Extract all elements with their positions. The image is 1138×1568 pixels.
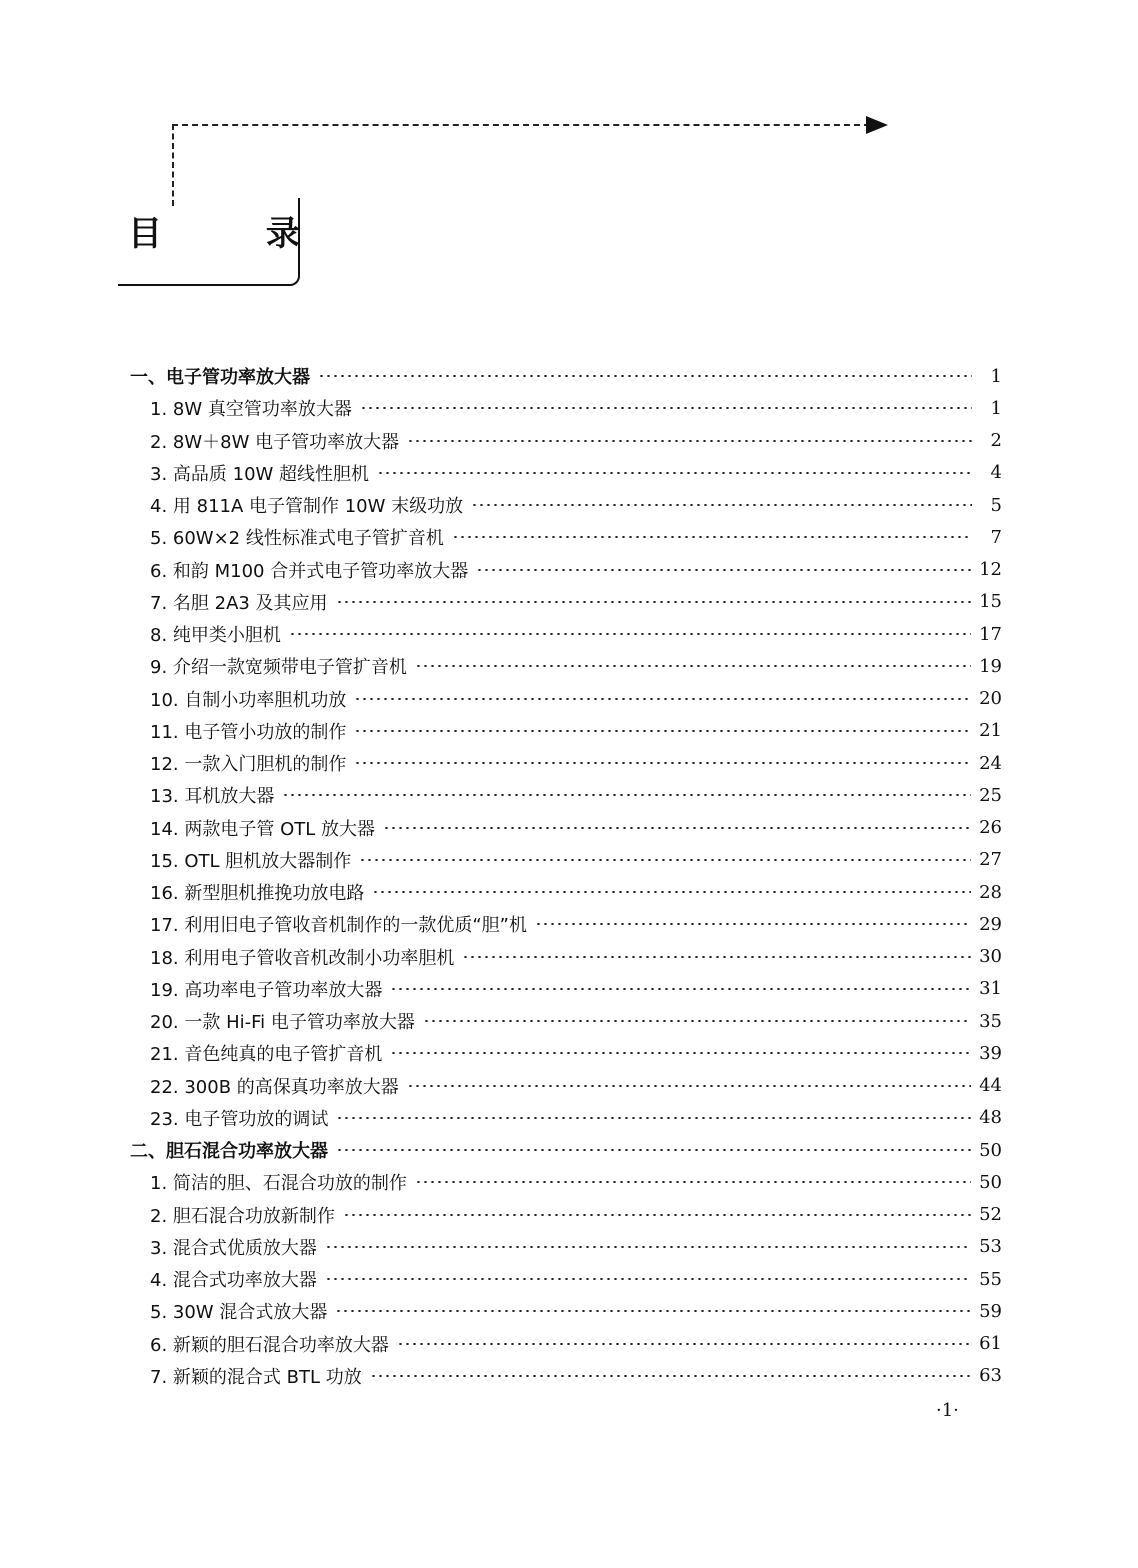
toc-entry-page: 28 [979, 881, 1002, 903]
toc-dot-leader [335, 1310, 971, 1312]
toc-entry-row[interactable] [150, 1201, 1002, 1229]
toc-entry-title: 21. 音色纯真的电子管扩音机 [150, 1044, 383, 1066]
toc-entry-row[interactable] [150, 1072, 1002, 1100]
toc-entry-row[interactable] [150, 1039, 1002, 1067]
toc-entry-row[interactable] [150, 717, 1002, 745]
page-title: 目 录 [128, 214, 346, 254]
page-number: ·1· [936, 1400, 959, 1421]
toc-dot-leader [423, 1020, 971, 1022]
toc-entry-title: 18. 利用电子管收音机改制小功率胆机 [150, 947, 455, 969]
toc-dot-leader [359, 859, 971, 861]
toc-entry-page: 52 [979, 1204, 1002, 1225]
toc-entry-page: 7 [990, 526, 1002, 548]
toc-dot-leader [415, 1181, 971, 1183]
toc-entry-page: 5 [990, 494, 1002, 516]
toc-entry-row[interactable] [150, 878, 1002, 906]
toc-entry-title: 20. 一款 Hi-Fi 电子管功率放大器 [150, 1012, 415, 1033]
toc-entry-row[interactable] [150, 1362, 1002, 1390]
toc-entry-title: 3. 高品质 10W 超线性胆机 [150, 463, 370, 485]
toc-entry-page: 31 [979, 978, 1002, 1000]
toc-entry-page: 4 [990, 462, 1002, 484]
toc-entry-row[interactable] [150, 491, 1002, 519]
toc-dot-leader [354, 730, 971, 732]
toc-entry-title: 11. 电子管小功放的制作 [150, 721, 347, 743]
toc-entry-title: 23. 电子管功放的调试 [150, 1108, 329, 1130]
toc-entry-page: 25 [979, 784, 1002, 806]
toc-dot-leader [471, 504, 972, 506]
toc-entry-row[interactable] [150, 523, 1002, 551]
toc-entry-row[interactable] [150, 1168, 1002, 1196]
toc-entry-page: 30 [979, 946, 1002, 967]
toc-entry-page: 15 [979, 591, 1002, 613]
toc-entry-page: 1 [990, 365, 1002, 387]
toc-entry-title: 7. 名胆 2A3 及其应用 [150, 592, 328, 614]
decorative-dashed-arrow-line [172, 124, 870, 126]
toc-entry-title: 5. 30W 混合式放大器 [150, 1302, 328, 1324]
toc-dot-leader [343, 1214, 971, 1216]
toc-dot-leader [377, 472, 972, 474]
toc-entry-row[interactable] [150, 910, 1002, 938]
toc-entry-page: 61 [979, 1333, 1002, 1354]
toc-entry-row[interactable] [150, 427, 1002, 455]
toc-entry-page: 50 [979, 1171, 1002, 1193]
toc-entry-row[interactable] [150, 652, 1002, 680]
toc-entry-title: 6. 新颖的胆石混合功率放大器 [150, 1334, 389, 1356]
toc-entry-title: 13. 耳机放大器 [150, 786, 275, 808]
toc-entry-title: 19. 高功率电子管功率放大器 [150, 979, 383, 1001]
toc-entry-page: 17 [979, 623, 1002, 645]
toc-entry-page: 48 [979, 1107, 1002, 1129]
toc-entry-title: 3. 混合式优质放大器 [150, 1237, 317, 1259]
toc-entry-title: 14. 两款电子管 OTL 放大器 [150, 818, 375, 840]
toc-entry-row[interactable] [150, 394, 1002, 422]
toc-entry-row[interactable] [150, 1297, 1002, 1325]
toc-dot-leader [325, 1278, 971, 1280]
toc-dot-leader [282, 794, 971, 796]
toc-entry-row[interactable] [150, 556, 1002, 584]
toc-entry-title: 8. 纯甲类小胆机 [150, 625, 281, 646]
toc-entry-title: 6. 和韵 M100 合并式电子管功率放大器 [150, 560, 469, 582]
toc-dot-leader [390, 988, 971, 990]
toc-entry-row[interactable] [150, 975, 1002, 1003]
toc-dot-leader [354, 698, 971, 700]
toc-dot-leader [325, 1246, 971, 1248]
toc-entry-title: 16. 新型胆机推挽功放电路 [150, 883, 365, 904]
toc-entry-page: 53 [979, 1236, 1002, 1258]
toc-dot-leader [452, 536, 972, 538]
toc-entry-page: 21 [979, 720, 1002, 742]
toc-dot-leader [407, 440, 972, 442]
toc-dot-leader [360, 407, 972, 409]
toc-entry-row[interactable] [150, 1330, 1002, 1358]
toc-entry-page: 12 [979, 559, 1002, 580]
toc-entry-title: 12. 一款入门胆机的制作 [150, 754, 347, 775]
toc-entry-page: 35 [979, 1010, 1002, 1032]
toc-dot-leader [397, 1343, 971, 1345]
toc-entry-row[interactable] [150, 1233, 1002, 1261]
toc-entry-title: 7. 新颖的混合式 BTL 功放 [150, 1366, 362, 1388]
toc-entry-page: 20 [979, 688, 1002, 709]
toc-dot-leader [336, 601, 972, 603]
toc-dot-leader [336, 1149, 971, 1151]
toc-entry-title: 17. 利用旧电子管收音机制作的一款优质“胆”机 [150, 915, 527, 937]
toc-entry-row[interactable] [150, 749, 1002, 777]
toc-entry-page: 44 [979, 1075, 1002, 1096]
toc-dot-leader [289, 633, 971, 635]
toc-entry-page: 29 [979, 913, 1002, 935]
toc-entry-page: 26 [979, 817, 1002, 838]
toc-dot-leader [383, 827, 971, 829]
toc-entry-page: 63 [979, 1365, 1002, 1387]
toc-dot-leader [372, 891, 971, 893]
toc-entry-page: 2 [990, 430, 1002, 451]
toc-entry-title: 1. 8W 真空管功率放大器 [150, 399, 352, 421]
toc-entry-title: 5. 60W×2 线性标准式电子管扩音机 [150, 528, 444, 550]
toc-entry-page: 39 [979, 1042, 1002, 1064]
toc-chapter-row[interactable] [130, 362, 1002, 390]
decorative-dashed-vertical-line [172, 124, 174, 206]
toc-entry-title: 15. OTL 胆机放大器制作 [150, 850, 352, 872]
toc-entry-row[interactable] [150, 943, 1002, 971]
toc-entry-row[interactable] [150, 1007, 1002, 1035]
toc-dot-leader [462, 956, 971, 958]
toc-entry-title: 二、胆石混合功率放大器 [130, 1141, 328, 1162]
toc-dot-leader [390, 1052, 971, 1054]
toc-entry-page: 19 [979, 655, 1002, 677]
toc-entry-row[interactable] [150, 814, 1002, 842]
toc-dot-leader [354, 762, 971, 764]
toc-entry-row[interactable] [150, 1104, 1002, 1132]
toc-entry-row[interactable] [150, 1265, 1002, 1293]
toc-entry-row[interactable] [150, 459, 1002, 487]
toc-dot-leader [535, 923, 971, 925]
toc-dot-leader [336, 1117, 971, 1119]
toc-entry-title: 1. 简洁的胆、石混合功放的制作 [150, 1173, 407, 1195]
toc-entry-row[interactable] [150, 781, 1002, 809]
toc-entry-page: 27 [979, 849, 1002, 871]
toc-dot-leader [476, 569, 971, 571]
toc-entry-title: 一、电子管功率放大器 [130, 367, 310, 388]
toc-entry-title: 10. 自制小功率胆机功放 [150, 689, 347, 711]
toc-entry-title: 4. 用 811A 电子管制作 10W 末级功放 [150, 496, 464, 517]
toc-entry-title: 2. 8W＋8W 电子管功率放大器 [150, 431, 400, 453]
toc-entry-title: 22. 300B 的高保真功率放大器 [150, 1076, 399, 1098]
toc-dot-leader [407, 1085, 971, 1087]
toc-dot-leader [370, 1375, 971, 1377]
toc-entry-title: 2. 胆石混合功放新制作 [150, 1205, 335, 1227]
toc-entry-row[interactable] [150, 588, 1002, 616]
arrow-head-icon [866, 116, 888, 134]
toc-entry-page: 59 [979, 1300, 1002, 1322]
toc-entry-title: 4. 混合式功率放大器 [150, 1270, 317, 1291]
toc-entry-row[interactable] [150, 685, 1002, 713]
toc-entry-page: 55 [979, 1268, 1002, 1290]
toc-entry-row[interactable] [150, 846, 1002, 874]
toc-dot-leader [415, 665, 971, 667]
toc-dot-leader [318, 375, 972, 377]
toc-entry-page: 24 [979, 752, 1002, 774]
toc-entry-page: 50 [979, 1139, 1002, 1161]
toc-entry-row[interactable] [150, 620, 1002, 648]
toc-entry-page: 1 [990, 397, 1002, 419]
toc-chapter-row[interactable] [130, 1136, 1002, 1164]
toc-entry-title: 9. 介绍一款宽频带电子管扩音机 [150, 657, 407, 679]
